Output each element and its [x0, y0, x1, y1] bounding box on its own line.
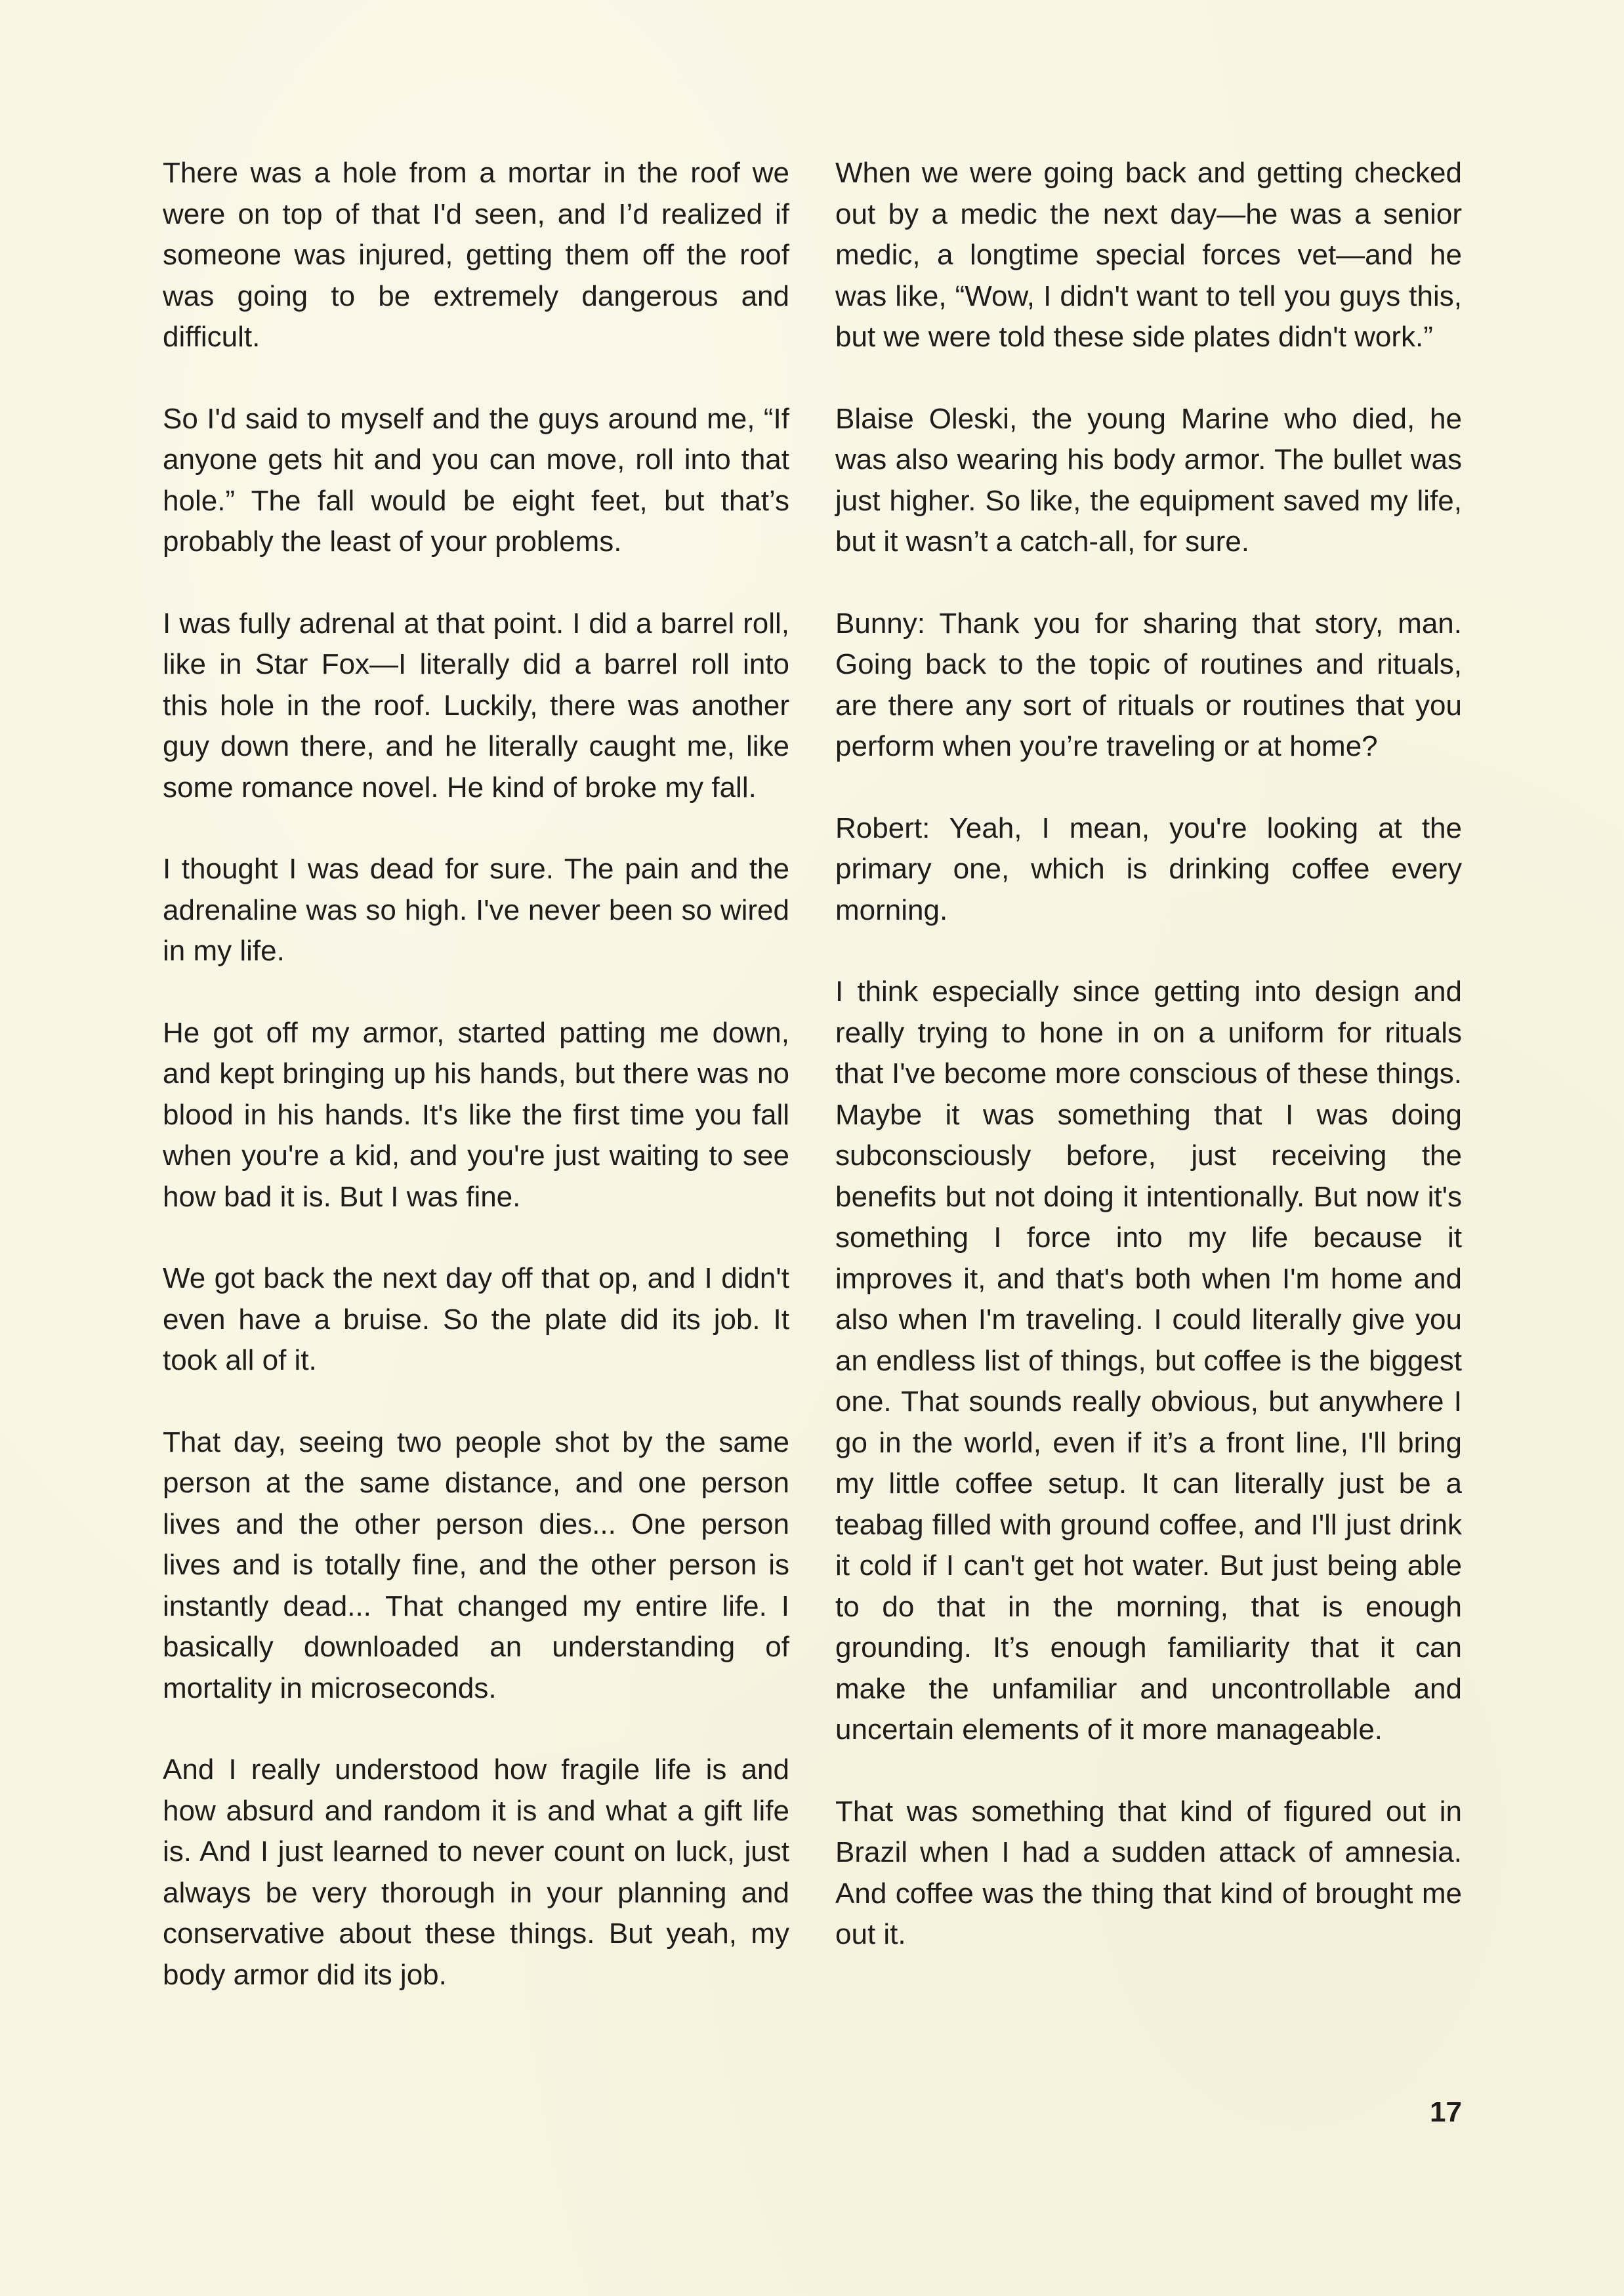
paragraph-mortar-hole: There was a hole from a mortar in the roof we were on top of that I'd seen, and I’d realized if someone was injured, getting them off the roof was going to be extremely dangerous and difficult. — [163, 157, 789, 353]
left-column — [163, 153, 789, 1996]
paragraph-roll-into-hole: So I'd said to myself and the guys around me, “If anyone gets hit and you can move, roll into that hole.” The fall would be eight feet, but that’s probably the least of your problems. — [163, 402, 789, 558]
paragraph-medic: When we were going back and getting checked out by a medic the next day—he was a senior medic, a longtime special forces vet—and he was like, “Wow, I didn't want to tell you guys this, but we were told these side plates didn't work.” — [835, 157, 1462, 353]
paragraph-blaise-oleski: Blaise Oleski, the young Marine who died, he was also wearing his body armor. The bullet was just higher. So like, the equipment saved my life, but it wasn’t a catch-all, for sure. — [835, 402, 1462, 558]
paragraph-bunny-question: Bunny: Thank you for sharing that story, man. Going back to the topic of routines and rituals, are there any sort of rituals or routines that you perform when you’re traveling or at home? — [835, 607, 1462, 762]
paragraph-robert-answer: Robert: Yeah, I mean, you're looking at the primary one, which is drinking coffee every morning. — [835, 811, 1462, 926]
page-number: 17 — [1430, 2096, 1462, 2128]
paragraph-patting-down: He got off my armor, started patting me down, and kept bringing up his hands, but there was no blood in his hands. It's like the first time you fall when you're a kid, and you're just waiting to see how bad it is. But I was fine. — [163, 1016, 789, 1213]
paragraph-no-bruise: We got back the next day off that op, and I didn't even have a bruise. So the plate did its job. It took all of it. — [163, 1262, 789, 1376]
right-column — [835, 153, 1462, 1956]
paragraph-changed-life: That day, seeing two people shot by the same person at the same distance, and one person lives and the other person dies... One person lives and is totally fine, and the other person is instantly dead... That changed my entire life. I basically downloaded an understanding of mortality in microseconds. — [163, 1425, 789, 1704]
paragraph-brazil-amnesia: That was something that kind of figured out in Brazil when I had a sudden attack of amnesia. And coffee was the thing that kind of brought me out it. — [835, 1795, 1462, 1950]
paragraph-barrel-roll: I was fully adrenal at that point. I did a barrel roll, like in Star Fox—I literally did a barrel roll into this hole in the roof. Luckily, there was another guy down there, and he literally caught me, like some romance novel. He kind of broke my fall. — [163, 607, 789, 804]
paragraph-coffee-ritual: I think especially since getting into design and really trying to hone in on a uniform for rituals that I've become more conscious of these things. Maybe it was something that I was doing subconsciously before, just receiving the benefits but not doing it intentionally. But now it's something I force into my life because it improves it, and that's both when I'm home and also when I'm traveling. I could literally give you an endless list of things, but coffee is the biggest one. That sounds really obvious, but anywhere I go in the world, even if it’s a front line, I'll bring my little coffee setup. It can literally just be a teabag filled with ground coffee, and I'll just drink it cold if I can't get hot water. But just being able to do that in the morning, that is enough grounding. It’s enough familiarity that it can make the unfamiliar and uncontrollable and uncertain elements of it more manageable. — [835, 975, 1462, 1746]
paragraph-dead-for-sure: I thought I was dead for sure. The pain and the adrenaline was so high. I've never been so wired in my life. — [163, 853, 789, 967]
paragraph-fragile-life: And I really understood how fragile life is and how absurd and random it is and what a gift life is. And I just learned to never count on luck, just always be very thorough in your planning and conservative about these things. But yeah, my body armor did its job. — [163, 1753, 789, 1991]
